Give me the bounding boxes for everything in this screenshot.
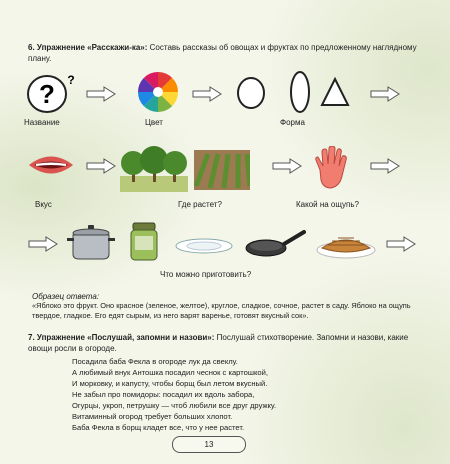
sample-text: «Яблоко это фрукт. Оно красное (зеленое, желтое), круглое, сладкое, сочное, растет в саду. Яблоко на ощупь твердое, гладкое. Его едят сырым, из него варят варенье, готовят вкусный сок».	[32, 301, 411, 320]
exercise-6-title: Упражнение «Расскажи-ка»:	[36, 43, 148, 52]
oval-shape-icon	[288, 70, 312, 114]
label-taste: Вкус	[35, 200, 52, 209]
exercise-7-number: 7.	[28, 333, 35, 342]
label-name: Название	[24, 118, 60, 127]
poem	[72, 356, 276, 433]
frying-pan-icon	[244, 230, 306, 258]
poem-line: Не забыл про помидоры: посадил их вдоль забора,	[72, 390, 255, 399]
exercise-6-number: 6.	[28, 43, 35, 52]
arrow-icon	[370, 158, 400, 174]
triangle-shape-icon	[320, 76, 350, 108]
svg-text:?: ?	[39, 79, 55, 109]
orchard-icon	[120, 146, 188, 192]
arrow-icon	[86, 86, 116, 102]
exercise-6-text: Составь рассказы об овощах и фруктах по предложенному наглядному плану.	[28, 43, 417, 63]
arrow-icon	[192, 86, 222, 102]
label-cook: Что можно приготовить?	[160, 270, 252, 279]
label-color: Цвет	[145, 118, 163, 127]
svg-text:?: ?	[67, 74, 75, 87]
exercise-7-text: Послушай стихотворение. Запомни и назови, какие овощи росли в огороде.	[28, 333, 409, 353]
pie-icon	[316, 228, 376, 260]
label-touch: Какой на ощупь?	[296, 200, 359, 209]
poem-line: Огурцы, укроп, петрушку — чтоб любили все друг дружку.	[72, 401, 277, 410]
jar-icon	[128, 222, 160, 262]
circle-shape-icon	[236, 76, 266, 110]
vegetable-garden-icon	[194, 150, 250, 190]
cooking-pot-icon	[66, 224, 116, 262]
exercise-6-heading	[28, 42, 418, 64]
poem-line: А любимый внук Антошка посадил чеснок с картошкой,	[72, 368, 268, 377]
sample-heading: Образец ответа:	[32, 292, 100, 301]
arrow-icon	[28, 236, 58, 252]
arrow-icon	[86, 158, 116, 174]
poem-line: Витаминный огород требует больших хлопот.	[72, 412, 233, 421]
poem-line: Баба Фекла в борщ кладет все, что у нее растет.	[72, 423, 245, 432]
plate-icon	[174, 236, 234, 256]
page-number: 13	[172, 436, 246, 453]
exercise-7-heading	[28, 332, 424, 354]
arrow-icon	[272, 158, 302, 174]
arrow-icon	[386, 236, 416, 252]
label-grows: Где растет?	[178, 200, 222, 209]
poem-line: Посадила баба Фекла в огороде лук да свеклу.	[72, 357, 238, 366]
hand-icon	[314, 146, 348, 190]
color-wheel-icon	[136, 70, 180, 114]
exercise-7-title: Упражнение «Послушай, запомни и назови»:	[36, 333, 215, 342]
poem-line: И морковку, и капусту, чтобы борщ был летом вкусный.	[72, 379, 268, 388]
label-shape: Форма	[280, 118, 305, 127]
mouth-icon	[26, 150, 76, 180]
question-mark-icon	[22, 74, 76, 114]
arrow-icon	[370, 86, 400, 102]
